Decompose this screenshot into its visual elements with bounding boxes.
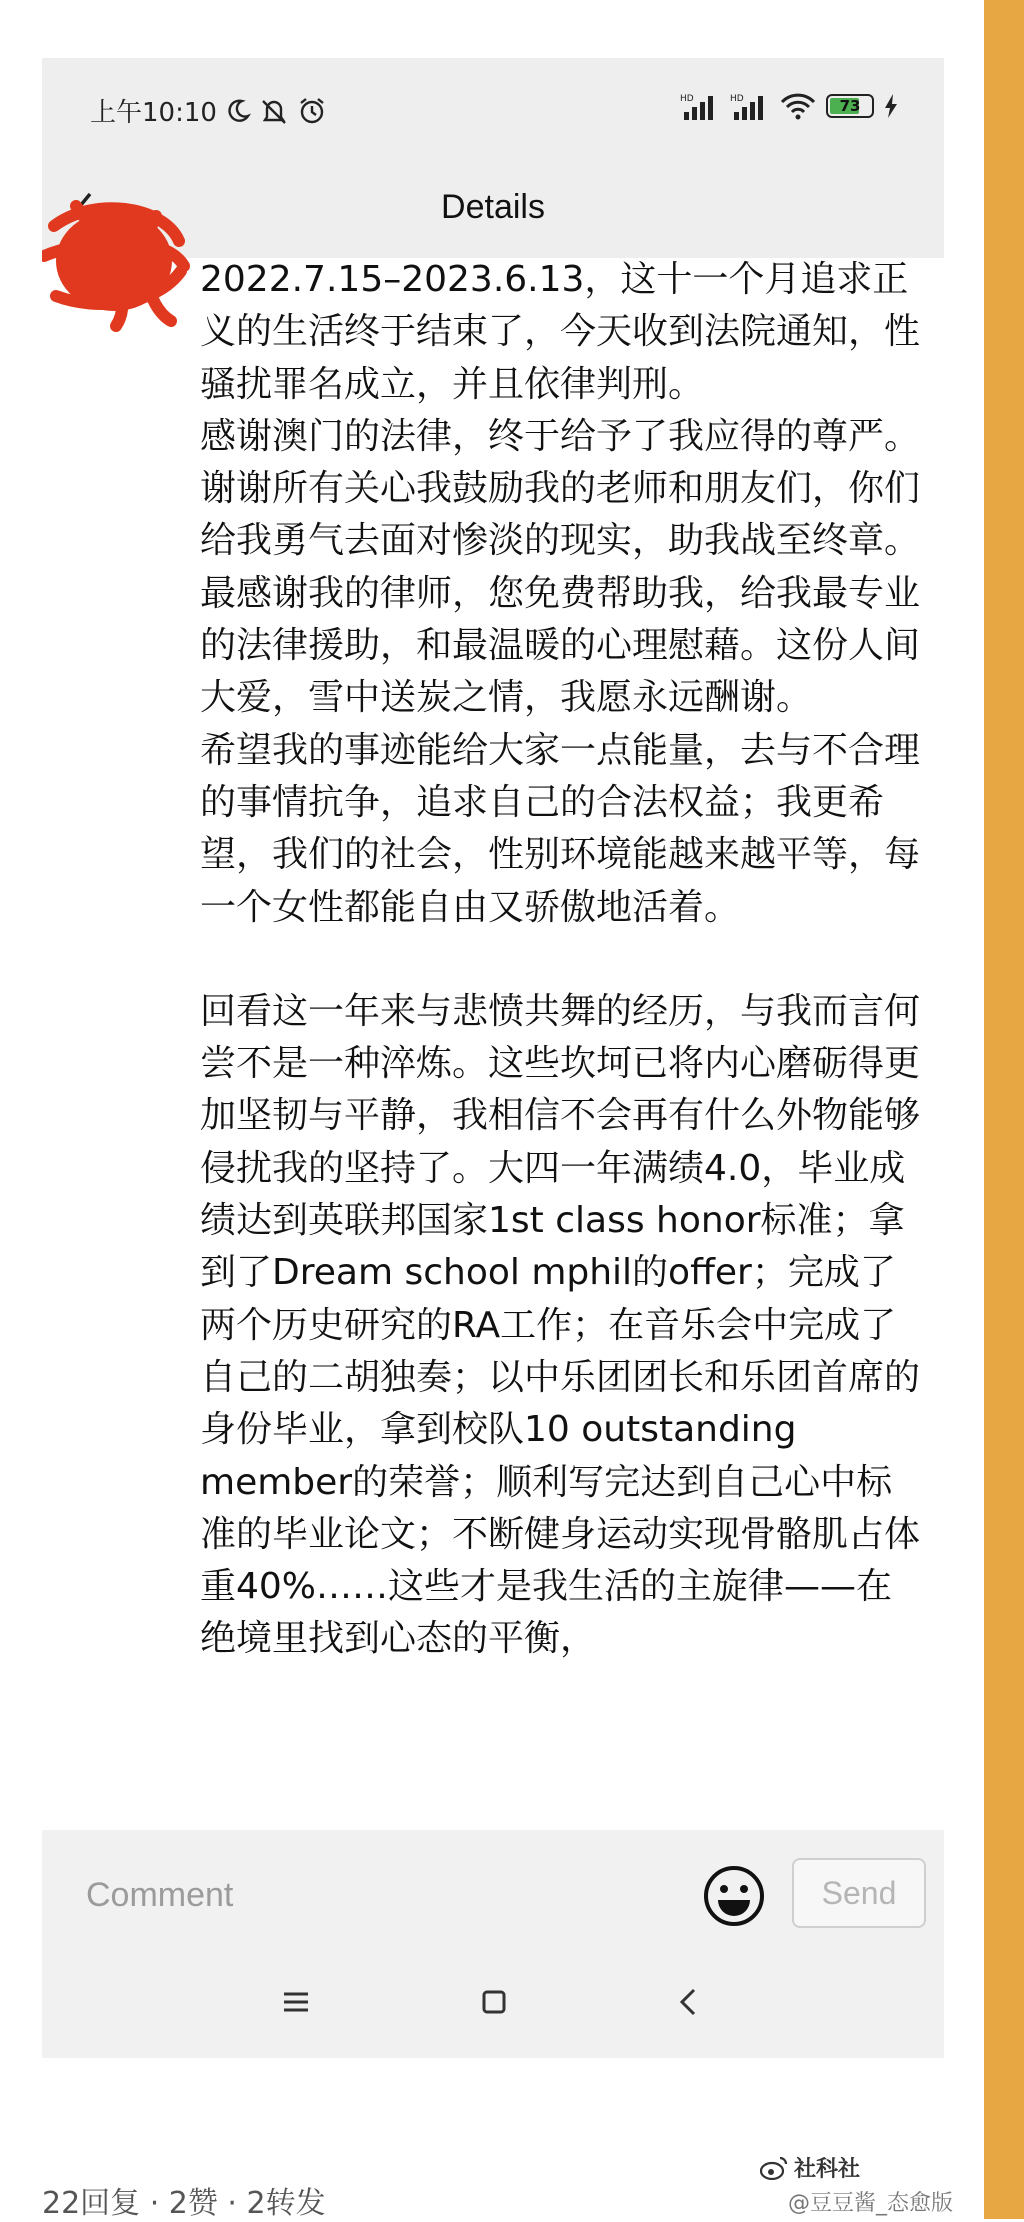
svg-text:HD: HD	[680, 94, 694, 104]
post-paragraph-2: 感谢澳门的法律，终于给予了我应得的尊严。谢谢所有关心我鼓励我的老师和朋友们，你们给我勇气去面对惨淡的现实，助我战至终章。最感谢我的律师，您免费帮助我，给我最专业的法律援助，和最温暖的心理慰藉。这份人间大爱，雪中送炭之情，我愿永远酬谢。	[200, 415, 921, 719]
redaction-scribble	[42, 186, 196, 336]
status-time: 上午10:10	[90, 98, 217, 128]
signal-icon	[680, 92, 720, 120]
post-stats: 22回复 · 2赞 · 2转发	[42, 2186, 326, 2221]
moon-icon	[225, 98, 251, 124]
watermark-brand: 社科社	[794, 2157, 861, 2182]
paragraph-spacer	[200, 934, 920, 986]
post-content	[200, 254, 920, 1666]
status-bar	[42, 58, 944, 168]
page-title: Details	[441, 188, 545, 226]
phone-screenshot	[42, 58, 944, 2058]
silent-bell-icon	[259, 97, 289, 125]
svg-text:HD: HD	[730, 94, 744, 104]
alarm-icon	[297, 96, 327, 126]
status-right	[680, 92, 898, 120]
battery-icon	[826, 94, 874, 118]
send-button[interactable]: Send	[792, 1858, 926, 1928]
signal-icon-2	[730, 92, 770, 120]
post-paragraph-4: 回看这一年来与悲愤共舞的经历，与我而言何尝不是一种淬炼。这些坎坷已将内心磨砺得更加坚韧与平静，我相信不会再有什么外物能够侵扰我的坚持了。大四一年满绩4.0，毕业成绩达到英联邦国家1st class honor标准；拿到了Dream school mphil的offer；完成了两个历史研究的RA工作；在音乐会中完成了自己的二胡独奏；以中乐团团长和乐团首席的身份毕业，拿到校队10 outstanding member的荣誉；顺利写完达到自己心中标准的毕业论文；不断健身运动实现骨骼肌占体重40%……这些才是我生活的主旋律——在绝境里找到心态的平衡，	[200, 990, 921, 1660]
system-nav-bar	[42, 1962, 944, 2042]
comment-composer	[42, 1830, 944, 2058]
home-square-icon[interactable]	[474, 1982, 514, 2022]
battery-level: 73	[839, 97, 861, 115]
weibo-logo-icon	[760, 2156, 788, 2180]
emoji-icon[interactable]	[702, 1864, 766, 1928]
comment-input[interactable]	[84, 1856, 548, 1934]
right-accent-strip	[984, 0, 1024, 2219]
menu-icon[interactable]	[276, 1982, 316, 2022]
status-left	[90, 92, 327, 129]
weibo-watermark	[760, 2152, 954, 2216]
post-paragraph-3: 希望我的事迹能给大家一点能量，去与不合理的事情抗争，追求自己的合法权益；我更希望，我们的社会，性别环境能越来越平等，每一个女性都能自由又骄傲地活着。	[200, 729, 921, 928]
watermark-user: @豆豆酱_态愈版	[788, 2191, 954, 2216]
charging-icon	[884, 94, 898, 118]
back-chevron-icon[interactable]	[670, 1982, 710, 2022]
wifi-icon	[780, 92, 816, 120]
post-paragraph-1: 2022.7.15–2023.6.13，这十一个月追求正义的生活终于结束了，今天收到法院通知，性骚扰罪名成立，并且依律判刑。	[200, 259, 921, 405]
